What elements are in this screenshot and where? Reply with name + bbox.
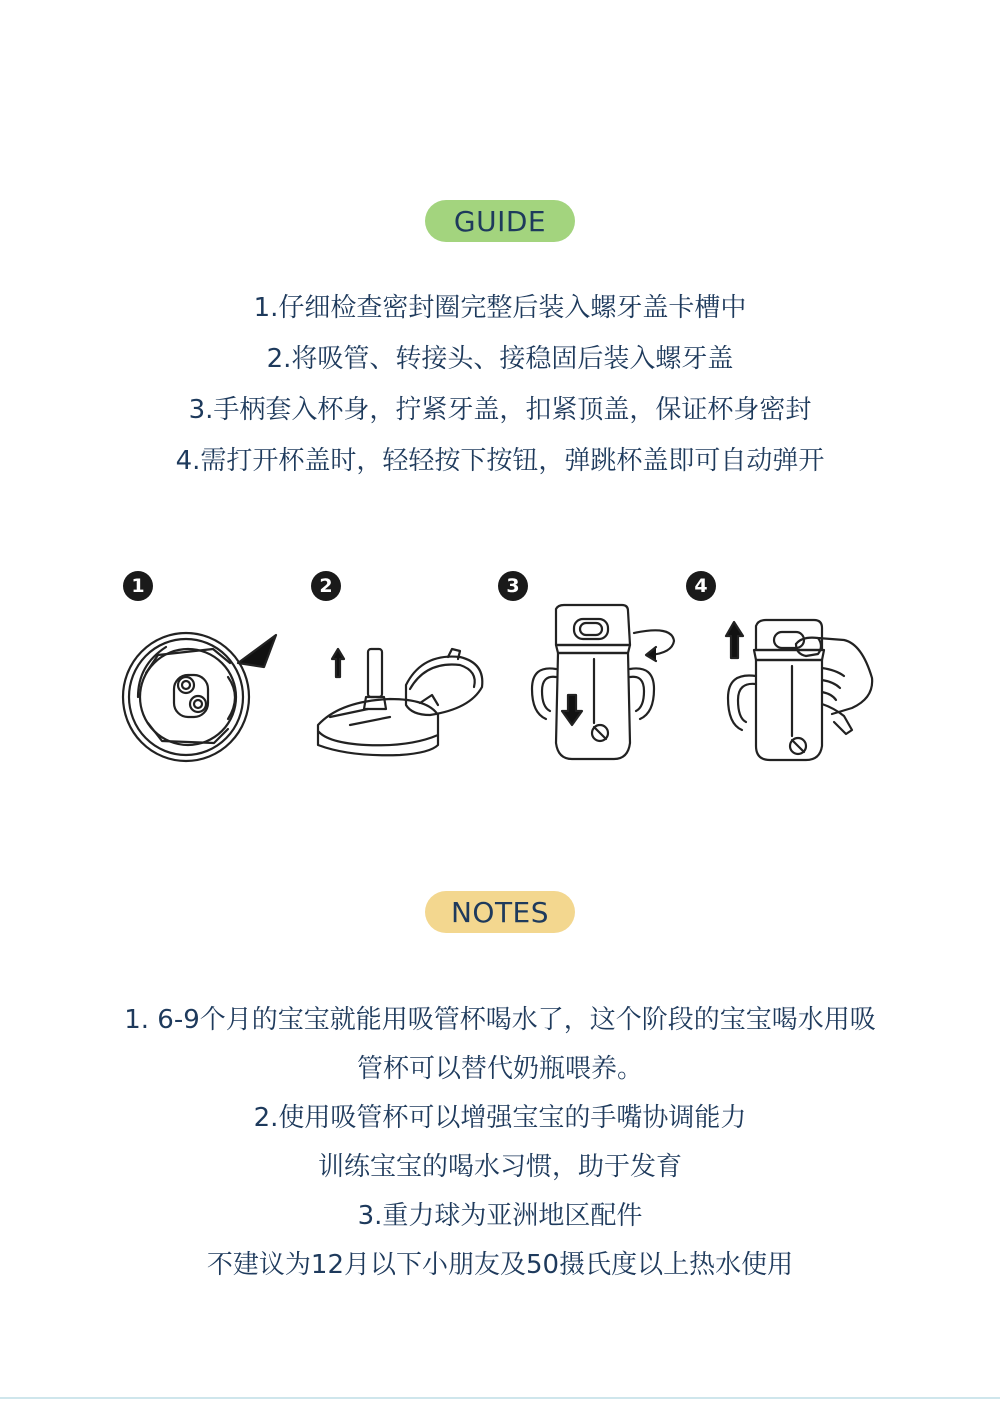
guide-heading: GUIDE [425, 200, 575, 242]
straw-assembly-icon [310, 645, 490, 760]
guide-line-3: 3.手柄套入杯身，拧紧牙盖，扣紧顶盖，保证杯身密封 [188, 395, 812, 425]
notes-line-5: 3.重力球为亚洲地区配件 [357, 1201, 643, 1231]
press-button-open-icon [722, 618, 882, 766]
step-number-4: 4 [686, 571, 716, 601]
step-number-2: 2 [311, 571, 341, 601]
notes-line-3: 2.使用吸管杯可以增强宝宝的手嘴协调能力 [253, 1103, 747, 1133]
notes-line-4: 训练宝宝的喝水习惯，助于发育 [317, 1152, 682, 1182]
guide-instructions [0, 283, 1000, 487]
cup-tighten-lid-icon [528, 603, 678, 763]
step-number-1: 1 [123, 571, 153, 601]
notes-line-6: 不建议为12月以下小朋友及50摄氏度以上热水使用 [206, 1250, 794, 1280]
notes-list [0, 996, 1000, 1290]
bottom-divider [0, 1397, 1000, 1399]
guide-line-1: 1.仔细检查密封圈完整后装入螺牙盖卡槽中 [253, 293, 747, 323]
guide-line-2: 2.将吸管、转接头、接稳固后装入螺牙盖 [266, 344, 734, 374]
notes-line-1: 1. 6-9个月的宝宝就能用吸管杯喝水了，这个阶段的宝宝喝水用吸 [124, 1005, 876, 1035]
seal-ring-lid-icon [118, 625, 288, 770]
notes-line-2: 管杯可以替代奶瓶喂养。 [356, 1054, 643, 1084]
step-number-3: 3 [498, 571, 528, 601]
notes-heading: NOTES [425, 891, 575, 933]
guide-line-4: 4.需打开杯盖时，轻轻按下按钮，弹跳杯盖即可自动弹开 [175, 446, 825, 476]
